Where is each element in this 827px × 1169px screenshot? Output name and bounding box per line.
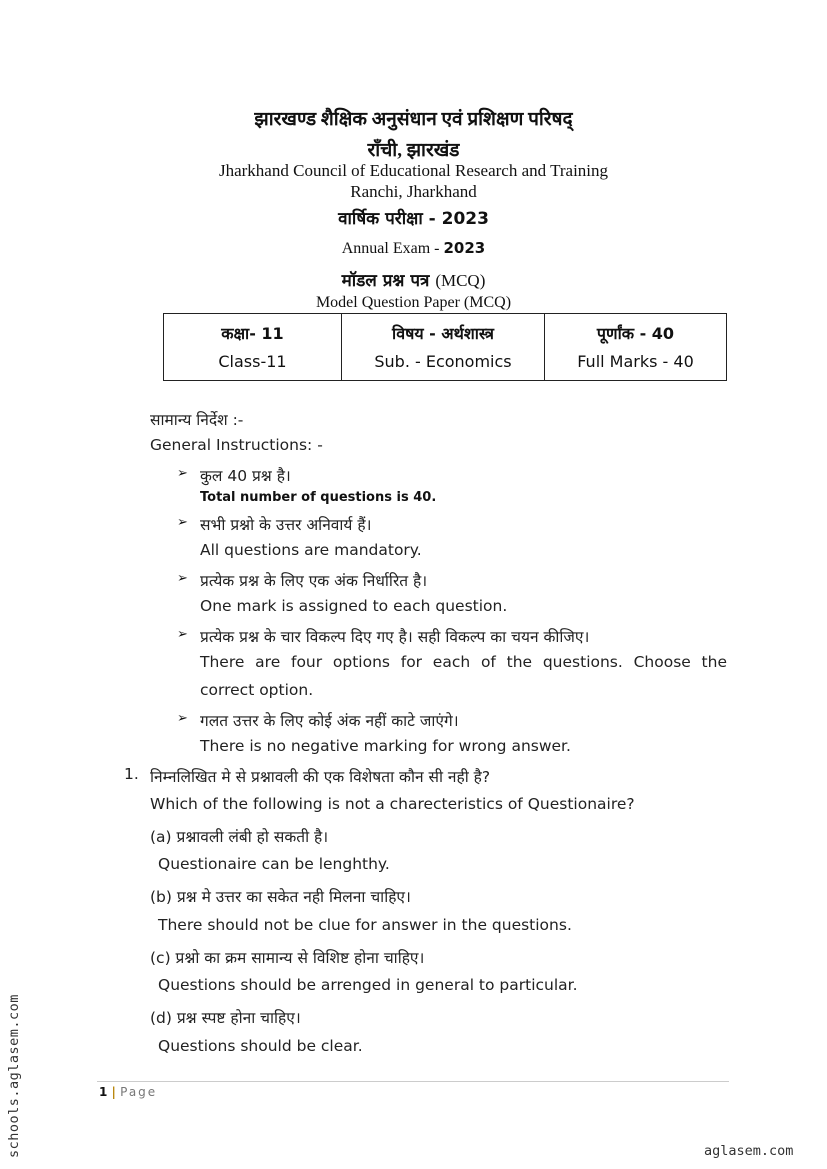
class-english: Class-11 [164, 347, 342, 381]
arrow-bullet-icon: ➢ [177, 711, 188, 726]
paper-title-mcq: (MCQ) [435, 271, 486, 290]
footer-divider [97, 1081, 729, 1082]
option-b-hindi: (b) प्रश्न मे उत्तर का सकेत नही मिलना चाहिए। [150, 888, 411, 906]
instruction-4-english-line1: There are four options for each of the questions. Choose the [200, 653, 727, 671]
option-b-english: There should not be clue for answer in the questions. [158, 916, 572, 934]
page-number: 1 [99, 1085, 108, 1099]
exam-label: Annual Exam - [341, 240, 444, 257]
question-1-english: Which of the following is not a charecteristics of Questionaire? [150, 795, 635, 813]
instruction-5-english: There is no negative marking for wrong answer. [200, 737, 571, 755]
instruction-2-english: All questions are mandatory. [200, 541, 422, 559]
info-row-hindi [164, 314, 727, 348]
full-marks-hindi: पूर्णांक - 40 [545, 314, 727, 348]
option-d-hindi: (d) प्रश्न स्पष्ट होना चाहिए। [150, 1009, 301, 1027]
arrow-bullet-icon: ➢ [177, 571, 188, 586]
paper-title-english: Model Question Paper (MCQ) [315, 294, 512, 311]
instruction-1-english: Total number of questions is 40. [200, 490, 437, 505]
instruction-4-hindi: प्रत्येक प्रश्न के चार विकल्प दिए गए है। सही विकल्प का चयन कीजिए। [200, 628, 590, 646]
arrow-bullet-icon: ➢ [177, 466, 188, 481]
class-hindi: कक्षा- 11 [164, 314, 342, 348]
instruction-2-hindi: सभी प्रश्नो के उत्तर अनिवार्य हैं। [200, 516, 372, 534]
page-label: Page [120, 1085, 158, 1099]
arrow-bullet-icon: ➢ [177, 515, 188, 530]
exam-title-english [0, 239, 827, 258]
instructions-heading-hindi: सामान्य निर्देश :- [150, 411, 244, 429]
page-separator: | [111, 1085, 116, 1099]
bottom-right-watermark: aglasem.com [704, 1143, 794, 1159]
city-hindi: राँची, झारखंड [367, 140, 460, 161]
exam-title-hindi: वार्षिक परीक्षा - 2023 [338, 209, 489, 229]
question-1-hindi: निम्नलिखित मे से प्रश्नावली की एक विशेषता कौन सी नही है? [150, 768, 491, 786]
instruction-4-english-line2: correct option. [200, 681, 314, 699]
exam-info-table [163, 313, 727, 381]
paper-title-hindi [0, 268, 827, 291]
subject-hindi: विषय - अर्थशास्त्र [342, 314, 545, 348]
full-marks-english: Full Marks - 40 [545, 347, 727, 381]
page-footer [99, 1085, 157, 1099]
option-a-english: Questionaire can be lenghthy. [158, 855, 390, 873]
city-english: Ranchi, Jharkhand [350, 182, 477, 201]
exam-year: 2023 [443, 239, 486, 257]
council-name-hindi: झारखण्ड शैक्षिक अनुसंधान एवं प्रशिक्षण परिषद् [254, 109, 573, 130]
instruction-3-english: One mark is assigned to each question. [200, 597, 508, 615]
option-d-english: Questions should be clear. [158, 1037, 363, 1055]
subject-english: Sub. - Economics [342, 347, 545, 381]
instruction-5-hindi: गलत उत्तर के लिए कोई अंक नहीं काटे जाएंगे। [200, 712, 459, 730]
info-row-english [164, 347, 727, 381]
council-name-english: Jharkhand Council of Educational Research and Training [218, 161, 609, 180]
option-c-hindi: (c) प्रश्नो का क्रम सामान्य से विशिष्ट होना चाहिए। [150, 949, 425, 967]
instruction-1-hindi: कुल 40 प्रश्न है। [200, 467, 291, 485]
instruction-3-hindi: प्रत्येक प्रश्न के लिए एक अंक निर्धारित है। [200, 572, 428, 590]
paper-title-hindi-text: मॉडल प्रश्न पत्र [341, 271, 436, 291]
side-watermark: schools.aglasem.com [6, 994, 22, 1158]
option-c-english: Questions should be arrenged in general to particular. [158, 976, 578, 994]
option-a-hindi: (a) प्रश्नावली लंबी हो सकती है। [150, 828, 329, 846]
arrow-bullet-icon: ➢ [177, 627, 188, 642]
instructions-heading-english: General Instructions: - [150, 436, 323, 454]
question-1-number: 1. [124, 765, 139, 783]
